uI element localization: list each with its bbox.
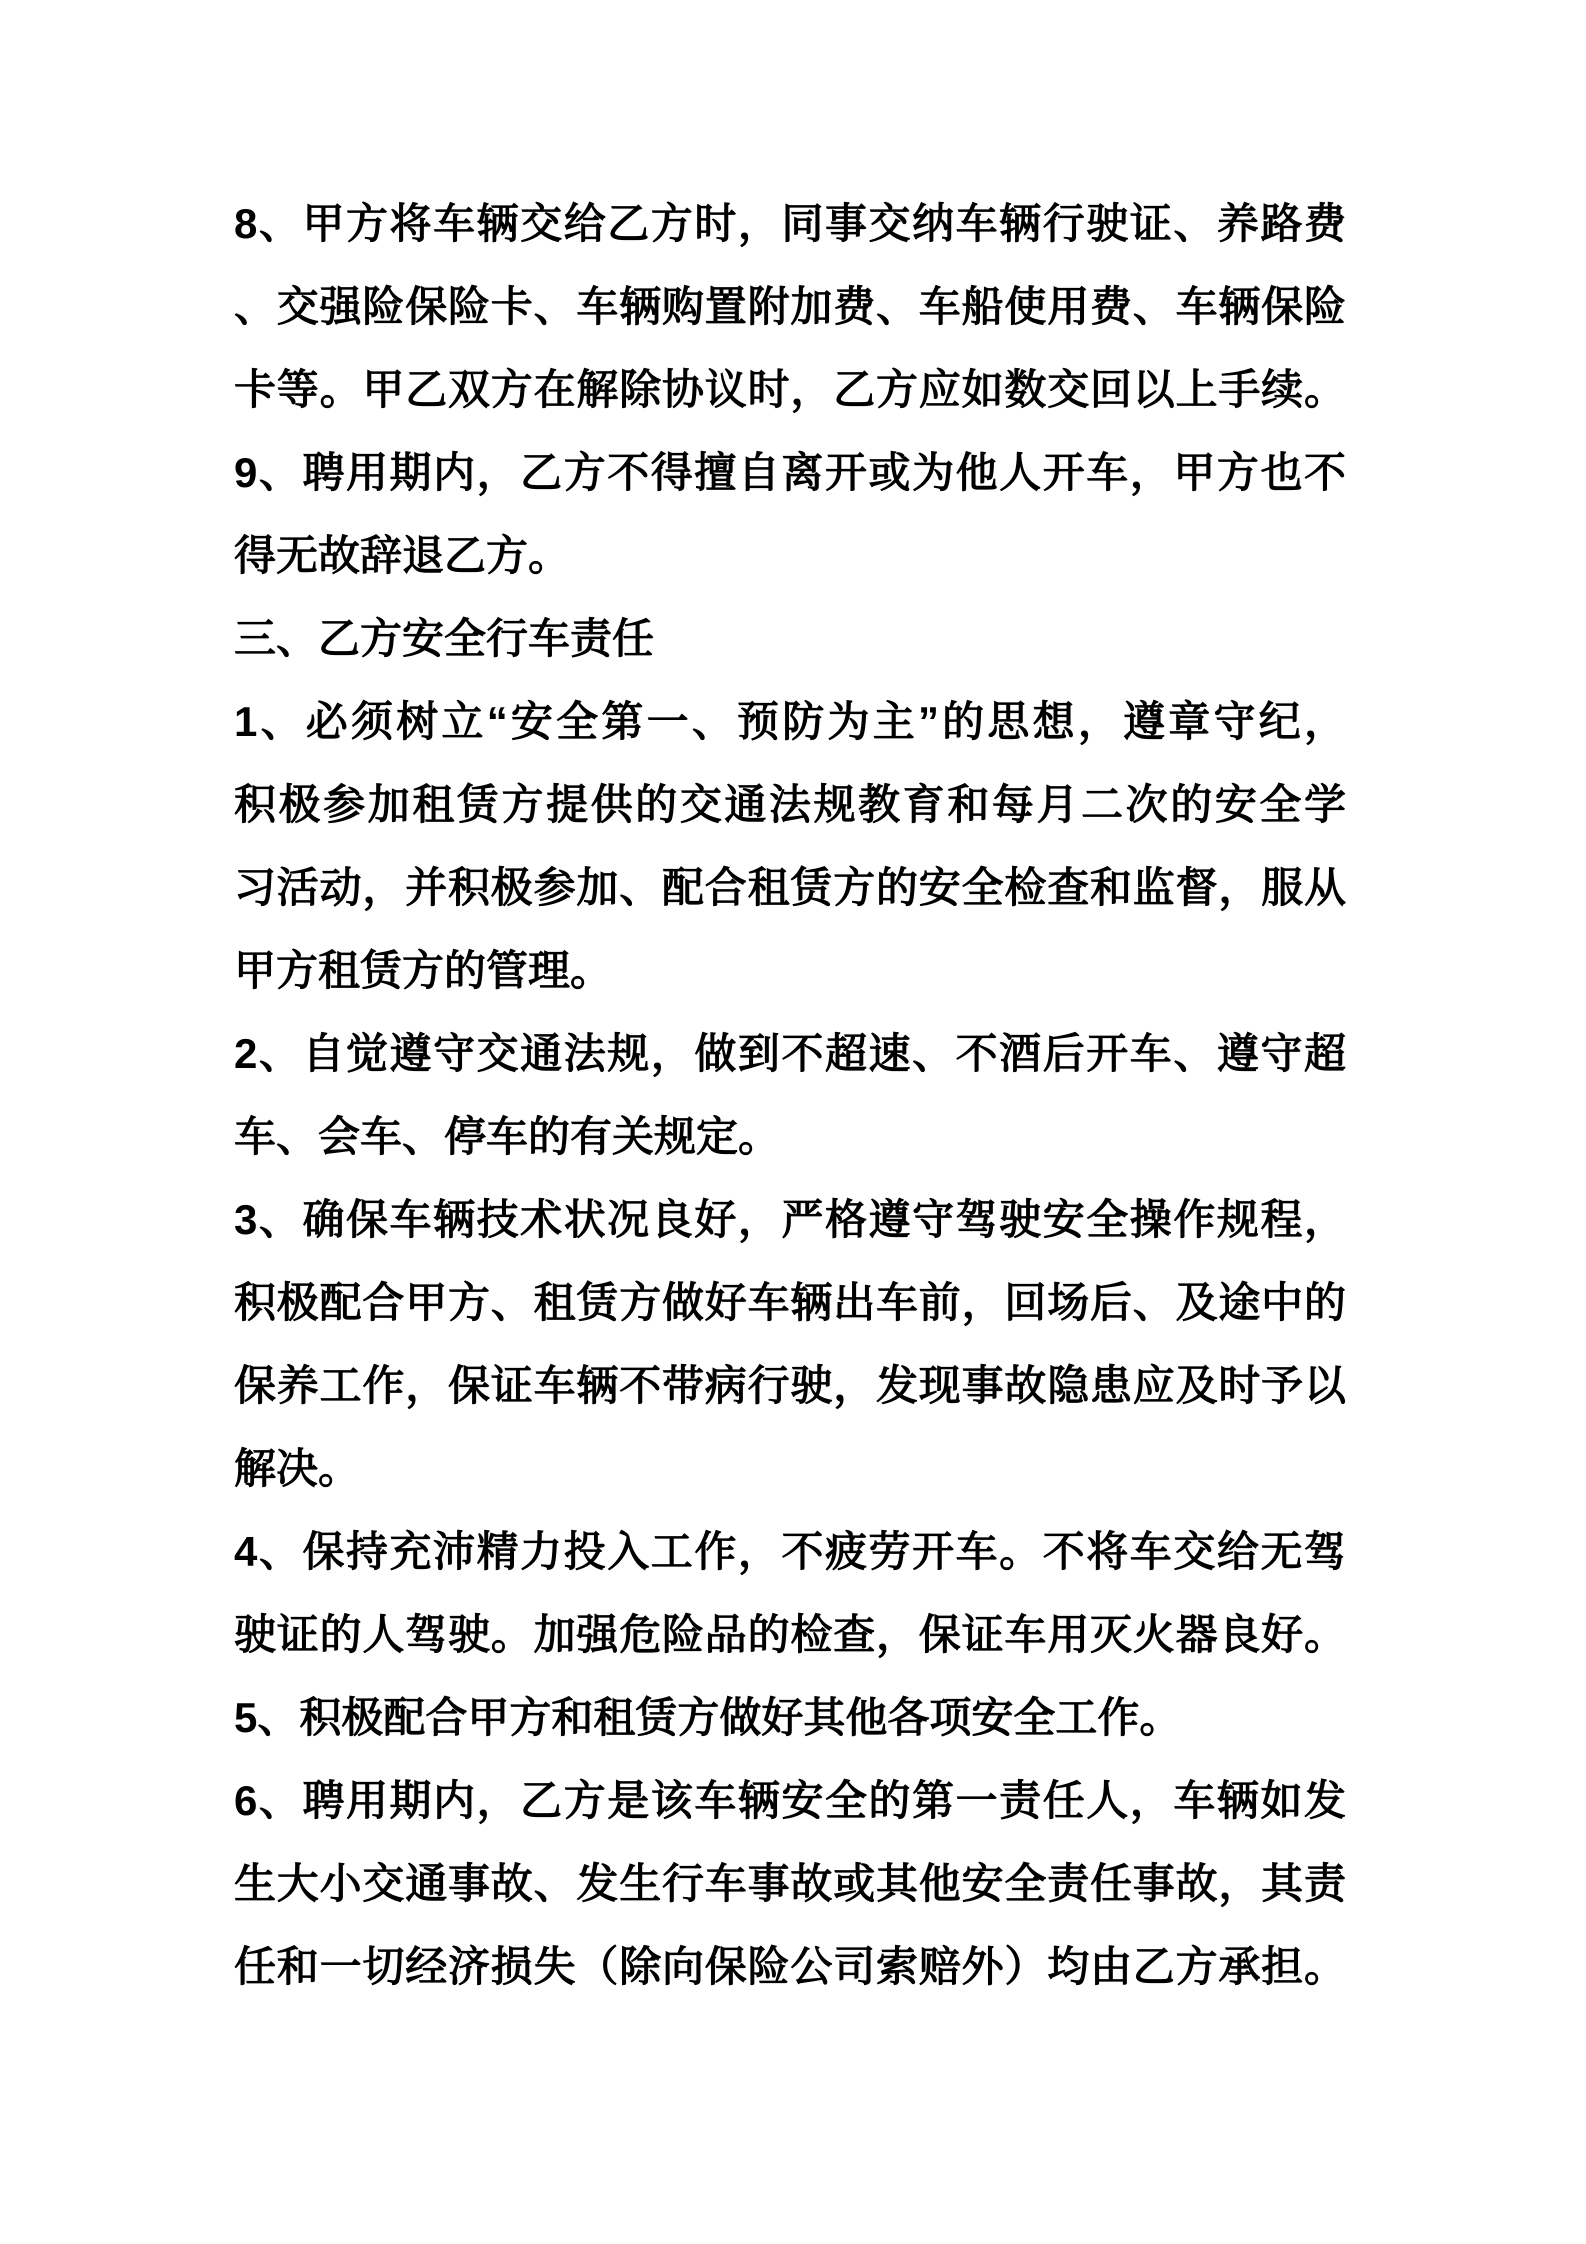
text-line-19: 5、积极配合甲方和租赁方做好其他各项安全工作。 [234, 1694, 1182, 1741]
text-line-15: 保养工作，保证车辆不带病行驶，发现事故隐患应及时予以 [234, 1362, 1346, 1409]
text-line-13: 3、确保车辆技术状况良好，严格遵守驾驶安全操作规程， [234, 1196, 1346, 1243]
text-line-11: 2、自觉遵守交通法规，做到不超速、不酒后开车、遵守超 [234, 1030, 1346, 1077]
text-line-2: 、交强险保险卡、车辆购置附加费、车船使用费、车辆保险 [234, 283, 1346, 330]
text-line-20: 6、聘用期内，乙方是该车辆安全的第一责任人，车辆如发 [234, 1777, 1346, 1824]
text-line-10: 甲方租赁方的管理。 [234, 947, 613, 994]
text-line-4: 9、聘用期内，乙方不得擅自离开或为他人开车，甲方也不 [234, 449, 1346, 496]
text-line-21: 生大小交通事故、发生行车事故或其他安全责任事故，其责 [234, 1860, 1346, 1907]
text-line-22: 任和一切经济损失（除向保险公司索赔外）均由乙方承担。 [234, 1943, 1346, 1990]
text-line-17: 4、保持充沛精力投入工作，不疲劳开车。不将车交给无驾 [234, 1528, 1346, 1575]
text-line-5: 得无故辞退乙方。 [234, 532, 571, 579]
text-line-16: 解决。 [234, 1445, 361, 1492]
text-line-12: 车、会车、停车的有关规定。 [234, 1113, 781, 1160]
text-line-8: 积极参加租赁方提供的交通法规教育和每月二次的安全学 [234, 781, 1346, 828]
text-line-18: 驶证的人驾驶。加强危险品的检查，保证车用灭火器良好。 [234, 1611, 1346, 1658]
text-line-1: 8、甲方将车辆交给乙方时，同事交纳车辆行驶证、养路费 [234, 200, 1346, 247]
text-line-14: 积极配合甲方、租赁方做好车辆出车前，回场后、及途中的 [234, 1279, 1346, 1326]
text-line-9: 习活动，并积极参加、配合租赁方的安全检查和监督，服从 [234, 864, 1346, 911]
text-line-7: 1、必须树立“安全第一、预防为主”的思想，遵章守纪， [234, 698, 1346, 745]
contract-text-block [234, 182, 1346, 2008]
text-line-3: 卡等。甲乙双方在解除协议时，乙方应如数交回以上手续。 [234, 366, 1346, 413]
text-line-6: 三、乙方安全行车责任 [234, 615, 655, 662]
